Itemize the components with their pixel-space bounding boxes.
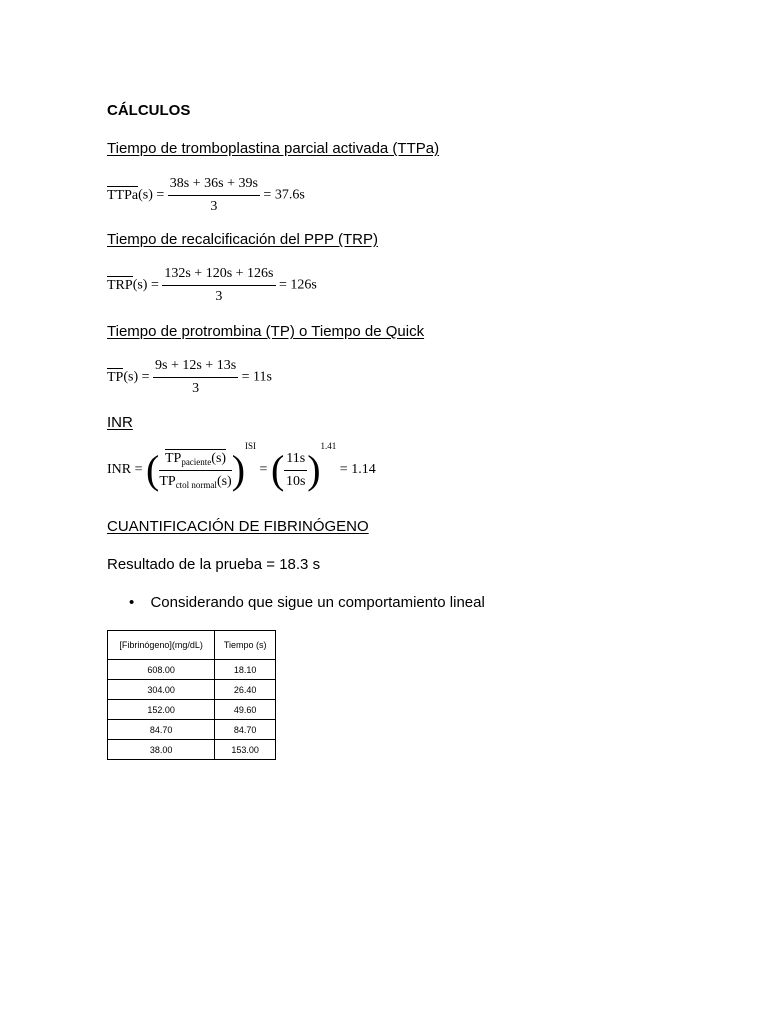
- table-row: [108, 740, 276, 760]
- trp-mean-variable: TRP: [107, 277, 133, 293]
- test-result-text: Resultado de la prueba = 18.3 s: [107, 556, 321, 573]
- inr-result: = 1.14: [339, 462, 376, 478]
- page-heading: CÁLCULOS: [107, 102, 191, 119]
- left-paren: (: [146, 447, 160, 492]
- inr-fraction-2: [284, 451, 307, 490]
- table-header-row: [108, 631, 276, 660]
- tp-result: = 11s: [241, 369, 272, 385]
- inr-frac2-num: 11s: [284, 451, 307, 471]
- inr-frac2-den: 10s: [286, 473, 306, 489]
- table-header-cell: [Fibrinógeno](mg/dL): [108, 631, 215, 660]
- inr-exponent-value: 1.41: [320, 441, 337, 452]
- tp-mean-variable: TP: [107, 369, 124, 385]
- ttpa-result: = 37.6s: [263, 187, 305, 203]
- table-cell: 49.60: [215, 700, 276, 720]
- tp-numerator: 9s + 12s + 13s: [153, 358, 238, 378]
- table-cell: 153.00: [215, 740, 276, 760]
- right-paren: ): [231, 447, 246, 492]
- ttpa-fraction: [168, 176, 260, 215]
- inr-num-var: TP: [164, 450, 182, 466]
- table-cell: 26.40: [215, 680, 276, 700]
- inr-equals: =: [259, 462, 268, 478]
- bullet-item: [129, 594, 485, 611]
- table-cell: 304.00: [108, 680, 215, 700]
- table-cell: 38.00: [108, 740, 215, 760]
- right-paren-2: ): [307, 447, 321, 492]
- equation-ttpa: [107, 176, 305, 215]
- trp-lhs-arg: (s) =: [132, 277, 159, 293]
- trp-denominator: 3: [215, 289, 223, 304]
- table-row: [108, 680, 276, 700]
- section-title-fibrinogeno: CUANTIFICACIÓN DE FIBRINÓGENO: [107, 518, 369, 535]
- inr-den-arg: (s): [216, 473, 232, 489]
- inr-den-sub: ctol normal: [175, 479, 217, 490]
- equation-inr: [107, 441, 376, 492]
- section-title-ttpa: Tiempo de tromboplastina parcial activada (TTPa): [107, 140, 440, 157]
- table-cell: 84.70: [215, 720, 276, 740]
- section-title-trp: Tiempo de recalcificación del PPP (TRP): [107, 231, 378, 248]
- inr-numerator: [159, 451, 231, 471]
- bullet-text: Considerando que sigue un comportamiento lineal: [150, 594, 485, 611]
- inr-num-sub: paciente: [181, 456, 212, 467]
- fibrinogen-table: [107, 630, 276, 760]
- inr-denominator: [159, 471, 231, 490]
- inr-exponent-isi: ISI: [245, 441, 257, 452]
- table-cell: 608.00: [108, 660, 215, 680]
- bullet-icon: •: [129, 594, 135, 611]
- inr-den-var: TP: [159, 473, 176, 489]
- tp-denominator: 3: [192, 381, 200, 396]
- left-paren-2: (: [270, 447, 285, 492]
- table-row: [108, 660, 276, 680]
- table-cell: 18.10: [215, 660, 276, 680]
- trp-fraction: [162, 266, 275, 305]
- table-header-cell: Tiempo (s): [215, 631, 276, 660]
- table-cell: 152.00: [108, 700, 215, 720]
- ttpa-mean-variable: TTPa: [107, 187, 139, 203]
- equation-trp: [107, 266, 317, 305]
- ttpa-denominator: 3: [210, 199, 218, 214]
- trp-numerator: 132s + 120s + 126s: [162, 266, 275, 286]
- table-cell: 84.70: [108, 720, 215, 740]
- ttpa-numerator: 38s + 36s + 39s: [168, 176, 260, 196]
- tp-fraction: [153, 358, 238, 397]
- table-row: [108, 720, 276, 740]
- inr-lhs: INR =: [107, 462, 143, 478]
- section-title-inr: INR: [107, 414, 133, 431]
- inr-fraction: [159, 451, 231, 490]
- section-title-tp: Tiempo de protrombina (TP) o Tiempo de Quick: [107, 323, 425, 340]
- tp-lhs-arg: (s) =: [123, 369, 150, 385]
- ttpa-lhs-arg: (s) =: [138, 187, 165, 203]
- inr-num-arg: (s): [211, 450, 227, 466]
- equation-tp: [107, 358, 272, 397]
- table-row: [108, 700, 276, 720]
- trp-result: = 126s: [279, 277, 317, 293]
